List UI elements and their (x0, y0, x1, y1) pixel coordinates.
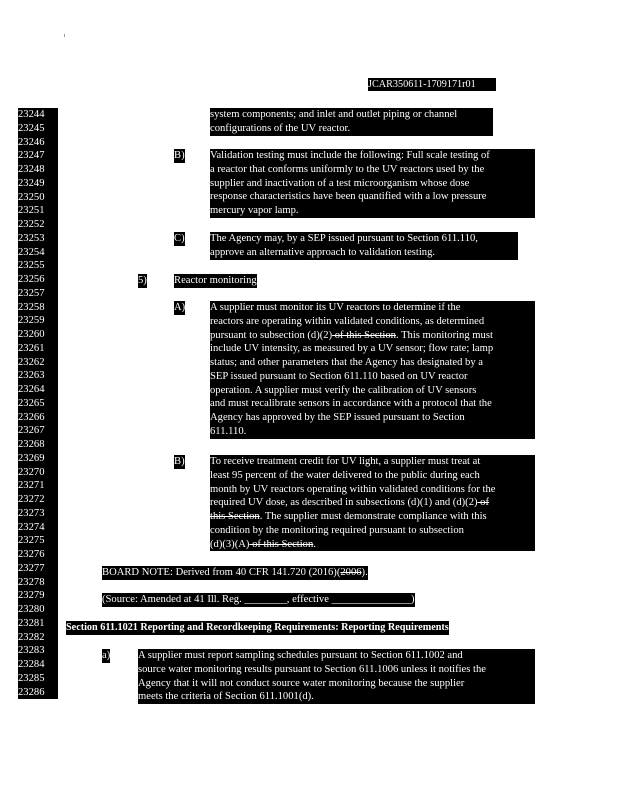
line-number: 23249 (18, 177, 45, 189)
text-span: BOARD NOTE: Derived from 40 CFR 141.720 ( (102, 567, 313, 578)
text-line: mercury vapor lamp. (210, 205, 299, 216)
line-number: 23255 (18, 260, 45, 272)
text-span: . The supplier must demonstrate compliance with this (259, 511, 487, 522)
line-number: 23284 (18, 659, 45, 670)
line-number: 23275 (18, 535, 45, 547)
line-number: 23281 (18, 617, 45, 629)
line-number: 23253 (18, 232, 45, 244)
line-number: 23246 (18, 136, 45, 148)
line-number: 23257 (18, 287, 45, 299)
text-line: 611.110. (210, 425, 247, 437)
line-number: 23267 (18, 425, 45, 437)
struck-year: 2006 (340, 567, 362, 578)
struck-text: of (477, 497, 489, 509)
line-number: 23252 (18, 219, 45, 230)
item-label-c: C) (174, 233, 185, 244)
item-5b-text (210, 455, 535, 551)
item-label-a: a) (102, 650, 111, 661)
text-line: approve an alternative approach to validation testing. (210, 246, 436, 258)
line-number: 23282 (18, 631, 45, 643)
line-number: 23259 (18, 315, 45, 327)
line-number: 23258 (18, 301, 45, 313)
text-line: Agency that it will not conduct source water monitoring because the supplier (138, 677, 465, 689)
line-number: 23265 (18, 397, 45, 409)
text-line: To receive treatment credit for UV light, a supplier must treat at (210, 456, 481, 467)
line-number: 23271 (18, 480, 45, 492)
text-line: include UV intensity, as measured by a UV sensor; flow rate; lamp (210, 343, 494, 355)
text-span: ). (361, 567, 368, 578)
text-line: system components; and inlet and outlet piping or channel (210, 109, 458, 120)
line-number: 23244 (18, 109, 45, 120)
item-label-b: B) (174, 150, 185, 161)
text-line: A supplier must monitor its UV reactors to determine if the (210, 302, 461, 313)
inserted-year: 2016 (312, 567, 334, 578)
paragraph-continuation (210, 108, 493, 136)
line-number: 23278 (18, 576, 45, 588)
line-number: 23254 (18, 246, 45, 258)
line-number: 23266 (18, 411, 45, 423)
text-line: response characteristics have been quantified with a low pressure (210, 191, 487, 203)
line-number: 23262 (18, 356, 45, 368)
text-line: The Agency may, by a SEP issued pursuant to Section 611.110, (210, 233, 478, 244)
line-number: 23260 (18, 329, 45, 340)
struck-text: this Section (210, 511, 260, 522)
scan-speck (64, 34, 65, 37)
text-span: . (313, 538, 316, 550)
text-line (210, 496, 535, 510)
line-number: 23276 (18, 549, 45, 560)
text-line (210, 538, 535, 552)
line-number: 23261 (18, 342, 45, 354)
document-code-header: JCAR350611-1709171r01 (368, 78, 496, 91)
line-number: 23279 (18, 590, 45, 602)
item-label-5a: A) (174, 302, 186, 313)
text-line: month by UV reactors operating within validated conditions for the (210, 483, 496, 495)
item-label-5: 5) (138, 275, 147, 286)
text-span: (d)(3)(A) (210, 538, 250, 550)
source-note: (Source: Amended at 41 Ill. Reg. ________, effective _______________) (102, 594, 415, 605)
text-line: meets the criteria of Section 611.1001(d). (138, 691, 314, 703)
text-line: configurations of the UV reactor. (210, 122, 351, 134)
line-number: 23270 (18, 466, 45, 478)
line-number: 23247 (18, 150, 45, 162)
line-number: 23245 (18, 122, 45, 134)
item-a-text (138, 649, 535, 704)
text-line: A supplier must report sampling schedules pursuant to Section 611.1002 and (138, 650, 463, 661)
struck-text: of this Section (249, 538, 314, 550)
text-line (210, 329, 535, 343)
line-number: 23251 (18, 205, 45, 217)
text-line: reactors are operating within validated conditions, as determined (210, 315, 485, 327)
text-span: required UV dose, as described in subsections (d)(1) and (d)(2) (210, 497, 478, 509)
text-line: source water monitoring results pursuant to Section 611.1006 unless it notifies the (138, 663, 486, 675)
text-span: pursuant to subsection (d)(2) (210, 329, 333, 341)
reactor-monitoring-heading: Reactor monitoring (174, 275, 257, 286)
text-line: Validation testing must include the following: Full scale testing of (210, 150, 490, 161)
line-numbers (18, 108, 58, 699)
text-span: . This monitoring must (395, 329, 493, 341)
section-heading: Section 611.1021 Reporting and Recordkeeping Requirements: Reporting Requirements (66, 622, 449, 633)
text-line: and must recalibrate sensors in accordance with a protocol that the (210, 398, 492, 410)
line-number: 23285 (18, 672, 45, 684)
text-line: SEP issued pursuant to Section 611.110 based on UV reactor (210, 370, 468, 382)
text-line: a reactor that conforms uniformly to the UV reactors used by the (210, 163, 485, 175)
line-number: 23256 (18, 274, 45, 285)
line-number: 23248 (18, 164, 45, 175)
text-line: least 95 percent of the water delivered to the public during each (210, 469, 480, 481)
text-line: status; and other parameters that the Agency has designated by a (210, 357, 483, 368)
line-number: 23274 (18, 521, 45, 533)
line-number: 23272 (18, 494, 45, 505)
board-note (102, 566, 368, 580)
text-line (210, 510, 535, 524)
line-number: 23280 (18, 604, 45, 615)
line-number: 23283 (18, 645, 45, 657)
line-number: 23277 (18, 562, 45, 574)
text-span: )( (333, 567, 341, 578)
line-number: 23263 (18, 370, 45, 382)
item-5a-text (210, 301, 535, 439)
text-line: supplier and inactivation of a test microorganism whose dose (210, 177, 470, 189)
line-number: 23268 (18, 439, 45, 450)
item-b-text (210, 149, 535, 218)
text-line: condition by the monitoring required pursuant to subsection (210, 524, 464, 536)
line-number: 23264 (18, 384, 45, 395)
line-number: 23269 (18, 452, 45, 464)
text-line: Agency has approved by the SEP issued pursuant to Section (210, 412, 465, 423)
text-line: operation. A supplier must verify the calibration of UV sensors (210, 384, 477, 396)
line-number: 23250 (18, 191, 45, 203)
item-c-text (210, 232, 518, 260)
item-label-5b: B) (174, 456, 185, 467)
line-number: 23273 (18, 507, 45, 519)
line-number: 23286 (18, 686, 45, 698)
struck-text: of this Section (332, 329, 396, 341)
